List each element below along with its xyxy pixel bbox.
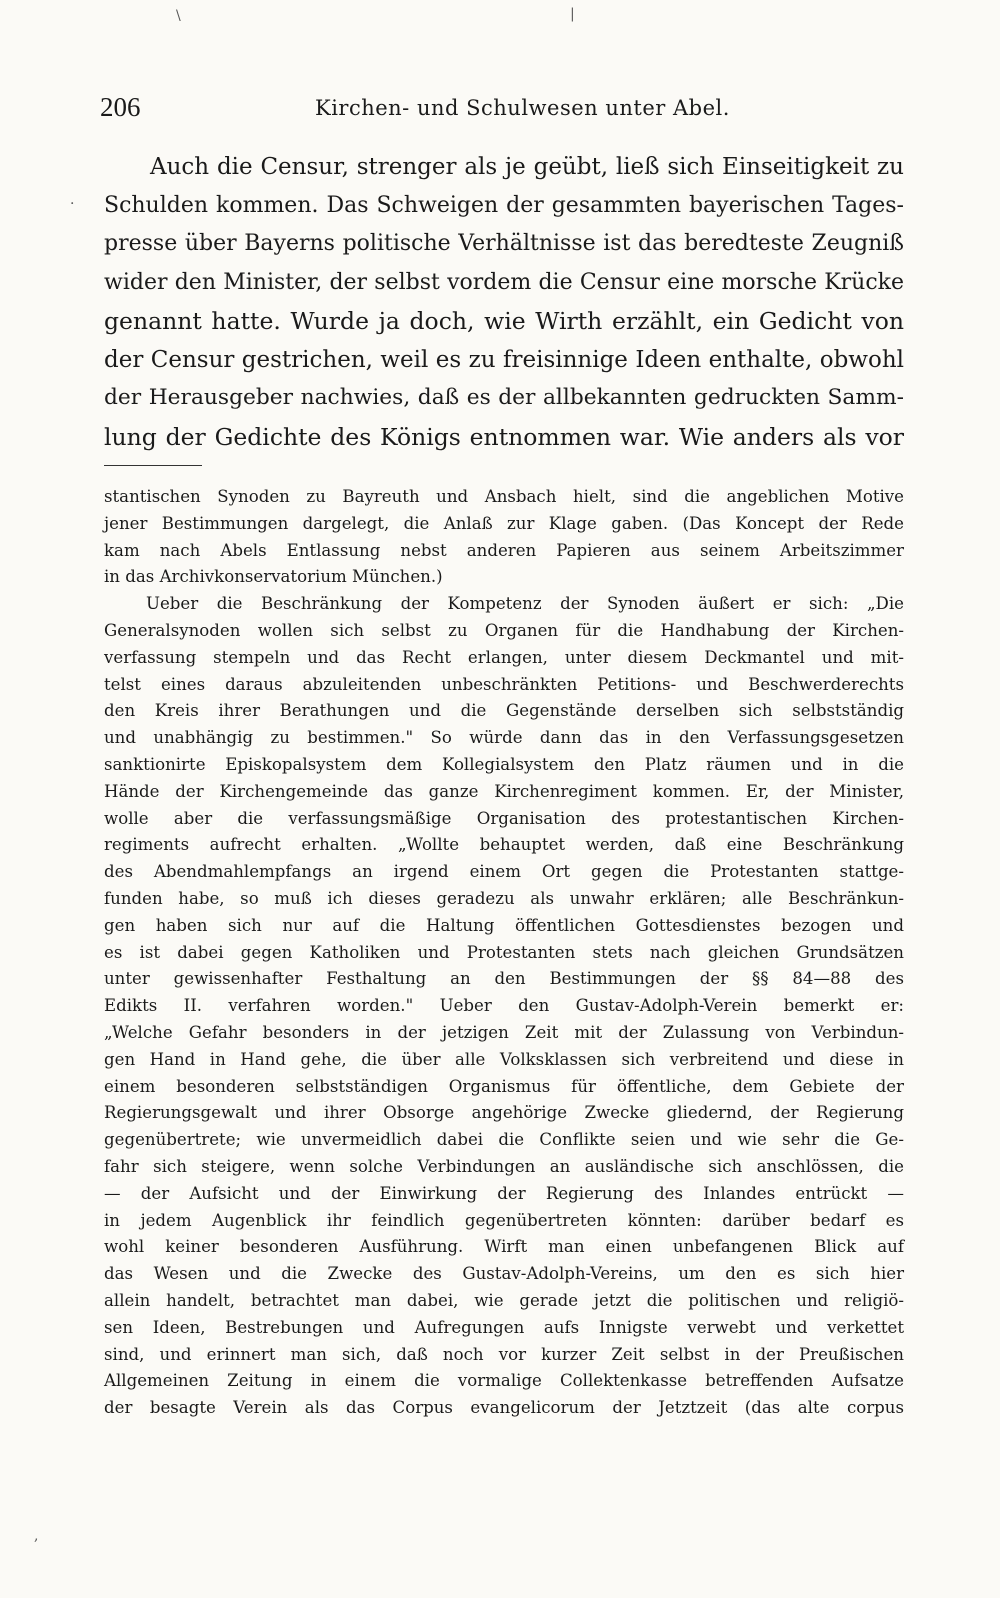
footnote-line: sen Ideen, Bestrebungen und Aufregungen aufs Innigste verwebt und verkettet [104, 1317, 904, 1337]
scan-speck: | [570, 6, 575, 22]
text-line: der Herausgeber nachwies, daß es der allbekannten gedruckten Samm- [104, 385, 904, 410]
footnote-line: sind, und erinnert man sich, daß noch vor kurzer Zeit selbst in der Preußischen [104, 1344, 904, 1364]
footnote-line: verfassung stempeln und das Recht erlangen, unter diesem Deckmantel und mit- [104, 647, 904, 667]
footnote-line: Allgemeinen Zeitung in einem die vormalige Collektenkasse betreffenden Aufsatze [104, 1371, 904, 1391]
footnote-line: gegenübertrete; wie unvermeidlich dabei die Conflikte seien und wie sehr die Ge- [104, 1130, 904, 1150]
footnote-line: das Wesen und die Zwecke des Gustav-Adolph-Vereins, um den es sich hier [104, 1264, 904, 1284]
footnote-line: Edikts II. verfahren worden." Ueber den Gustav-Adolph-Verein bemerkt er: [104, 996, 904, 1016]
footnote-line: gen Hand in Hand gehe, die über alle Volksklassen sich verbreitend und diese in [104, 1049, 904, 1069]
running-title: Kirchen- und Schulwesen unter Abel. [315, 96, 730, 120]
footnote-line: des Abendmahlempfangs an irgend einem Ort gegen die Protestanten stattge- [104, 862, 904, 882]
footnote-line: Ueber die Beschränkung der Kompetenz der Synoden äußert er sich: „Die [146, 594, 904, 614]
footnote-line: kam nach Abels Entlassung nebst anderen Papieren aus seinem Arbeitszimmer [104, 540, 904, 560]
footnote-line: wohl keiner besonderen Ausführung. Wirft man einen unbefangenen Blick auf [104, 1237, 904, 1257]
footnote-line: telst eines daraus abzuleitenden unbeschränkten Petitions- und Beschwerderechts [104, 674, 904, 694]
scan-speck: \ [176, 8, 181, 24]
footnote-line: fahr sich steigere, wenn solche Verbindungen an ausländische sich anschlössen, die [104, 1156, 904, 1176]
footnote-line: „Welche Gefahr besonders in der jetzigen Zeit mit der Zulassung von Verbindun- [104, 1022, 904, 1042]
footnote-line: sanktionirte Episkopalsystem dem Kollegialsystem den Platz räumen und in die [104, 754, 904, 774]
footnote-line: funden habe, so muß ich dieses geradezu als unwahr erklären; alle Beschränkun- [104, 888, 904, 908]
main-text [104, 148, 904, 456]
footnote-line: Hände der Kirchengemeinde das ganze Kirchenregiment kommen. Er, der Minister, [104, 781, 904, 801]
scan-speck: , [34, 1528, 39, 1544]
footnote-line: unter gewissenhafter Festhaltung an den Bestimmungen der §§ 84—88 des [104, 969, 904, 989]
footnote-line: Generalsynoden wollen sich selbst zu Organen für die Handhabung der Kirchen- [104, 620, 904, 640]
page-number: 206 [100, 92, 141, 122]
text-line: Schulden kommen. Das Schweigen der gesammten bayerischen Tages- [104, 192, 904, 218]
footnote-line: stantischen Synoden zu Bayreuth und Ansbach hielt, sind die angeblichen Motive [104, 487, 904, 506]
scan-speck: · [70, 196, 75, 212]
footnote-line: Regierungsgewalt und ihrer Obsorge angehörige Zwecke gliedernd, der Regierung [104, 1103, 904, 1123]
footnote-line: es ist dabei gegen Katholiken und Protestanten stets nach gleichen Grundsätzen [104, 942, 904, 962]
footnote-line: einem besonderen selbstständigen Organismus für öffentliche, dem Gebiete der [104, 1076, 904, 1096]
page-header [100, 92, 900, 132]
footnote-line: allein handelt, betrachtet man dabei, wie gerade jetzt die politischen und religiö- [104, 1290, 904, 1310]
footnote-line: gen haben sich nur auf die Haltung öffentlichen Gottesdienstes bezogen und [104, 915, 904, 935]
footnote-divider [104, 465, 202, 466]
text-line: wider den Minister, der selbst vordem die Censur eine morsche Krücke [104, 269, 904, 295]
text-line: presse über Bayerns politische Verhältnisse ist das beredteste Zeugniß [104, 231, 904, 256]
footnote-line: in das Archivkonservatorium München.) [104, 567, 443, 587]
text-line: genannt hatte. Wurde ja doch, wie Wirth erzählt, ein Gedicht von [104, 307, 904, 335]
footnote-line: wolle aber die verfassungsmäßige Organisation des protestantischen Kirchen- [104, 808, 904, 828]
footnote-block [104, 484, 904, 1422]
footnote-line: der besagte Verein als das Corpus evangelicorum der Jetztzeit (das alte corpus [104, 1398, 904, 1418]
footnote-line: regiments aufrecht erhalten. „Wollte behauptet werden, daß eine Beschränkung [104, 835, 904, 855]
footnote-line: und unabhängig zu bestimmen." So würde dann das in den Verfassungsgesetzen [104, 728, 904, 748]
footnote-line: — der Aufsicht und der Einwirkung der Regierung des Inlandes entrückt — [104, 1183, 904, 1203]
footnote-line: in jedem Augenblick ihr feindlich gegenübertreten könnten: darüber bedarf es [104, 1210, 904, 1230]
text-line: lung der Gedichte des Königs entnommen war. Wie anders als vor [104, 422, 904, 451]
footnote-line: jener Bestimmungen dargelegt, die Anlaß zur Klage gaben. (Das Koncept der Rede [104, 513, 904, 533]
text-line: Auch die Censur, strenger als je geübt, ließ sich Einseitigkeit zu [150, 154, 904, 180]
footnote-line: den Kreis ihrer Berathungen und die Gegenstände derselben sich selbstständig [104, 701, 904, 721]
text-line: der Censur gestrichen, weil es zu freisinnige Ideen enthalte, obwohl [104, 346, 904, 373]
